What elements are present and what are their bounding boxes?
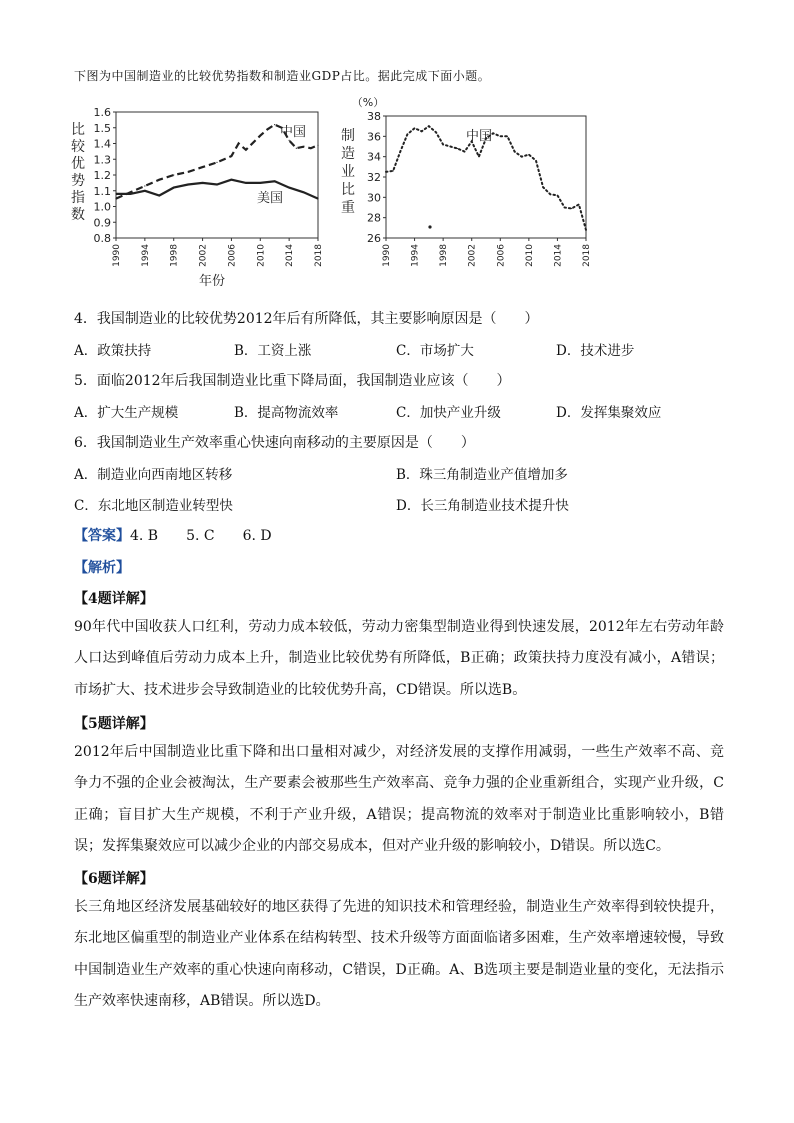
data-point: [507, 136, 508, 137]
data-point: [478, 156, 479, 157]
intro-text: 下图为中国制造业的比较优势指数和制造业GDP占比。据此完成下面小题。: [74, 69, 491, 83]
data-point: [173, 174, 174, 175]
data-point: [130, 193, 131, 194]
data-point: [407, 134, 408, 135]
data-point: [317, 144, 318, 145]
x-tick-label: 2002: [467, 244, 478, 267]
data-point: [231, 156, 232, 157]
data-point: [450, 146, 451, 147]
q4-option-a: A．政策扶持: [74, 343, 152, 359]
data-point: [144, 185, 145, 186]
data-point: [493, 133, 494, 134]
y-axis-label-char: 数: [71, 207, 85, 223]
y-axis-label-char: 势: [71, 173, 85, 189]
data-point: [173, 187, 174, 188]
data-point: [435, 132, 436, 133]
detail-4-title: 【4题详解】: [74, 591, 154, 607]
y-tick-label: 1.4: [93, 137, 111, 151]
data-point: [274, 124, 275, 125]
y-tick-label: 0.8: [93, 232, 111, 245]
y-axis-label-char: 比: [341, 182, 355, 198]
data-point: [159, 179, 160, 180]
y-axis-label-char: 造: [341, 146, 355, 162]
data-point: [557, 195, 558, 196]
data-point: [317, 198, 318, 199]
data-point: [464, 151, 465, 152]
detail-6-title: 【6题详解】: [74, 871, 154, 887]
x-tick-label: 1990: [112, 244, 122, 267]
detail-5-text: 2012年后中国制造业比重下降和出口量相对减少，对经济发展的支撑作用减弱，一些生产效率不高、竞争力不强的企业会被淘汰，生产要素会被那些生产效率高、竞争力强的企业重新组合，实现产业升级，C正确；盲目扩大生产规模，不利于产业升级，A错误；提高物流的效率对于制造业比重影响较小，B错误；发挥集聚效应可以减少企业的内部交易成本，但对产业升级的影响较小，D错误。所以选C。: [74, 744, 724, 854]
data-point: [550, 194, 551, 195]
data-point: [260, 135, 261, 136]
data-point: [216, 184, 217, 185]
series-line-2: [116, 180, 318, 199]
question-4: 4．我国制造业的比较优势2012年后有所降低，其主要影响原因是（ ）: [74, 311, 539, 327]
y-axis-label-char: 重: [341, 200, 355, 216]
y-tick-label: 1.2: [93, 169, 111, 182]
y-tick-label: 1.6: [93, 106, 111, 119]
data-point: [564, 207, 565, 208]
x-tick-label: 2018: [582, 244, 592, 267]
data-point: [303, 192, 304, 193]
x-tick-label: 1998: [439, 244, 450, 267]
q4-option-d: D．技术进步: [556, 343, 635, 359]
data-point: [385, 171, 386, 172]
x-tick-label: 2010: [256, 244, 267, 267]
comparative-advantage-chart: [64, 104, 334, 294]
data-point: [202, 182, 203, 183]
y-tick-label: 36: [367, 130, 381, 144]
x-tick-label: 2010: [524, 244, 535, 267]
y-axis-label-char: 指: [71, 190, 85, 206]
x-tick-label: 2006: [496, 244, 507, 267]
y-tick-label: 30: [367, 191, 381, 205]
q5-option-a: A．扩大生产规模: [74, 405, 179, 421]
data-point: [231, 179, 232, 180]
x-tick-label: 1990: [382, 244, 392, 267]
answer-text: 4. B 5. C 6. D: [130, 528, 272, 544]
answer-line: [74, 525, 272, 545]
series-label-china: 中国: [465, 129, 493, 144]
q6-option-c: C．东北地区制造业转型快: [74, 498, 233, 514]
detail-5-title: 【5题详解】: [74, 716, 154, 732]
y-tick-label: 1.0: [93, 200, 111, 214]
detail-4-text: 90年代中国收获人口红利，劳动力成本较低，劳动力密集型制造业得到快速发展，2012年左右劳动年龄人口达到峰值后劳动力成本上升，制造业比较优势有所降低，B正确；政策扶持力度没有减小，A错误；市场扩大、技术进步会导致制造业的比较优势升高，CD错误。所以选B。: [74, 619, 724, 698]
answer-label: 【答案】: [74, 528, 130, 544]
q5-option-b: B．提高物流效率: [234, 405, 339, 421]
stray-dot: [428, 225, 431, 228]
data-point: [245, 149, 246, 150]
x-tick-label: 2006: [227, 244, 238, 267]
data-point: [443, 144, 444, 145]
y-tick-label: 34: [367, 150, 381, 164]
y-axis-label-char: 比: [71, 122, 85, 138]
detail-6-text: 长三角地区经济发展基础较好的地区获得了先进的知识技术和管理经验，制造业生产效率得到较快提升，东北地区偏重型的制造业产业体系在结构转型、技术升级等方面面临诸多困难，生产效率增速较慢，导致中国制造业生产效率的重心快速向南移动，C错误，D正确。A、B选项主要是制造业量的变化，无法指示生产效率快速南移，AB错误。所以选D。: [74, 899, 724, 1009]
q4-option-c: C．市场扩大: [396, 343, 474, 359]
data-point: [144, 190, 145, 191]
y-tick-label: 1.5: [93, 121, 111, 135]
q6-option-d: D．长三角制造业技术提升快: [396, 498, 569, 514]
y-tick-label: 38: [367, 110, 381, 123]
y-axis-label-char: 较: [71, 139, 85, 155]
y-axis-label-char: 优: [71, 156, 85, 172]
data-point: [400, 151, 401, 152]
data-point: [274, 181, 275, 182]
unit-label: （%）: [351, 96, 385, 109]
y-tick-label: 0.9: [93, 216, 111, 230]
data-point: [188, 171, 189, 172]
data-point: [260, 182, 261, 183]
question-6: 6．我国制造业生产效率重心快速向南移动的主要原因是（ ）: [74, 435, 475, 451]
data-point: [159, 195, 160, 196]
data-point: [393, 170, 394, 171]
data-point: [289, 187, 290, 188]
data-point: [115, 193, 116, 194]
q5-option-d: D．发挥集聚效应: [556, 405, 662, 421]
data-point: [578, 204, 579, 205]
data-point: [414, 128, 415, 129]
data-point: [514, 151, 515, 152]
data-point: [296, 148, 297, 149]
y-tick-label: 1.3: [93, 153, 111, 167]
data-point: [216, 162, 217, 163]
data-point: [457, 148, 458, 149]
q6-option-b: B．珠三角制造业产值增加多: [396, 467, 568, 483]
data-point: [238, 143, 239, 144]
y-tick-label: 26: [367, 232, 381, 245]
analysis-label: 【解析】: [74, 560, 130, 576]
manufacturing-share-chart: [336, 92, 606, 292]
series-label-usa: 美国: [256, 191, 284, 206]
y-axis-label-char: 业: [341, 164, 355, 180]
series-label-china: 中国: [279, 125, 307, 140]
data-point: [528, 154, 529, 155]
x-tick-label: 2002: [198, 244, 209, 267]
data-point: [310, 148, 311, 149]
x-tick-label: 1998: [169, 244, 180, 267]
x-tick-label: 1994: [140, 244, 151, 267]
q6-option-a: A．制造业向西南地区转移: [74, 467, 233, 483]
data-point: [115, 198, 116, 199]
data-point: [267, 129, 268, 130]
q5-option-c: C．加快产业升级: [396, 405, 501, 421]
data-point: [535, 160, 536, 161]
data-point: [202, 167, 203, 168]
x-axis-label: 年份: [198, 274, 226, 289]
y-tick-label: 32: [367, 171, 381, 184]
y-axis-label-char: 制: [341, 128, 355, 144]
x-tick-label: 1994: [410, 244, 421, 267]
x-tick-label: 2014: [553, 244, 564, 267]
data-point: [245, 182, 246, 183]
data-point: [571, 208, 572, 209]
data-point: [500, 136, 501, 137]
data-point: [585, 229, 586, 230]
y-tick-label: 1.1: [93, 184, 111, 198]
x-tick-label: 2014: [285, 244, 296, 267]
data-point: [421, 131, 422, 132]
q4-option-b: B．工资上涨: [234, 343, 312, 359]
data-point: [188, 184, 189, 185]
data-point: [543, 187, 544, 188]
x-tick-label: 2018: [314, 244, 324, 267]
y-tick-label: 28: [367, 211, 381, 225]
data-point: [521, 156, 522, 157]
data-point: [428, 126, 429, 127]
question-5: 5．面临2012年后我国制造业比重下降局面，我国制造业应该（ ）: [74, 373, 511, 389]
data-point: [303, 146, 304, 147]
